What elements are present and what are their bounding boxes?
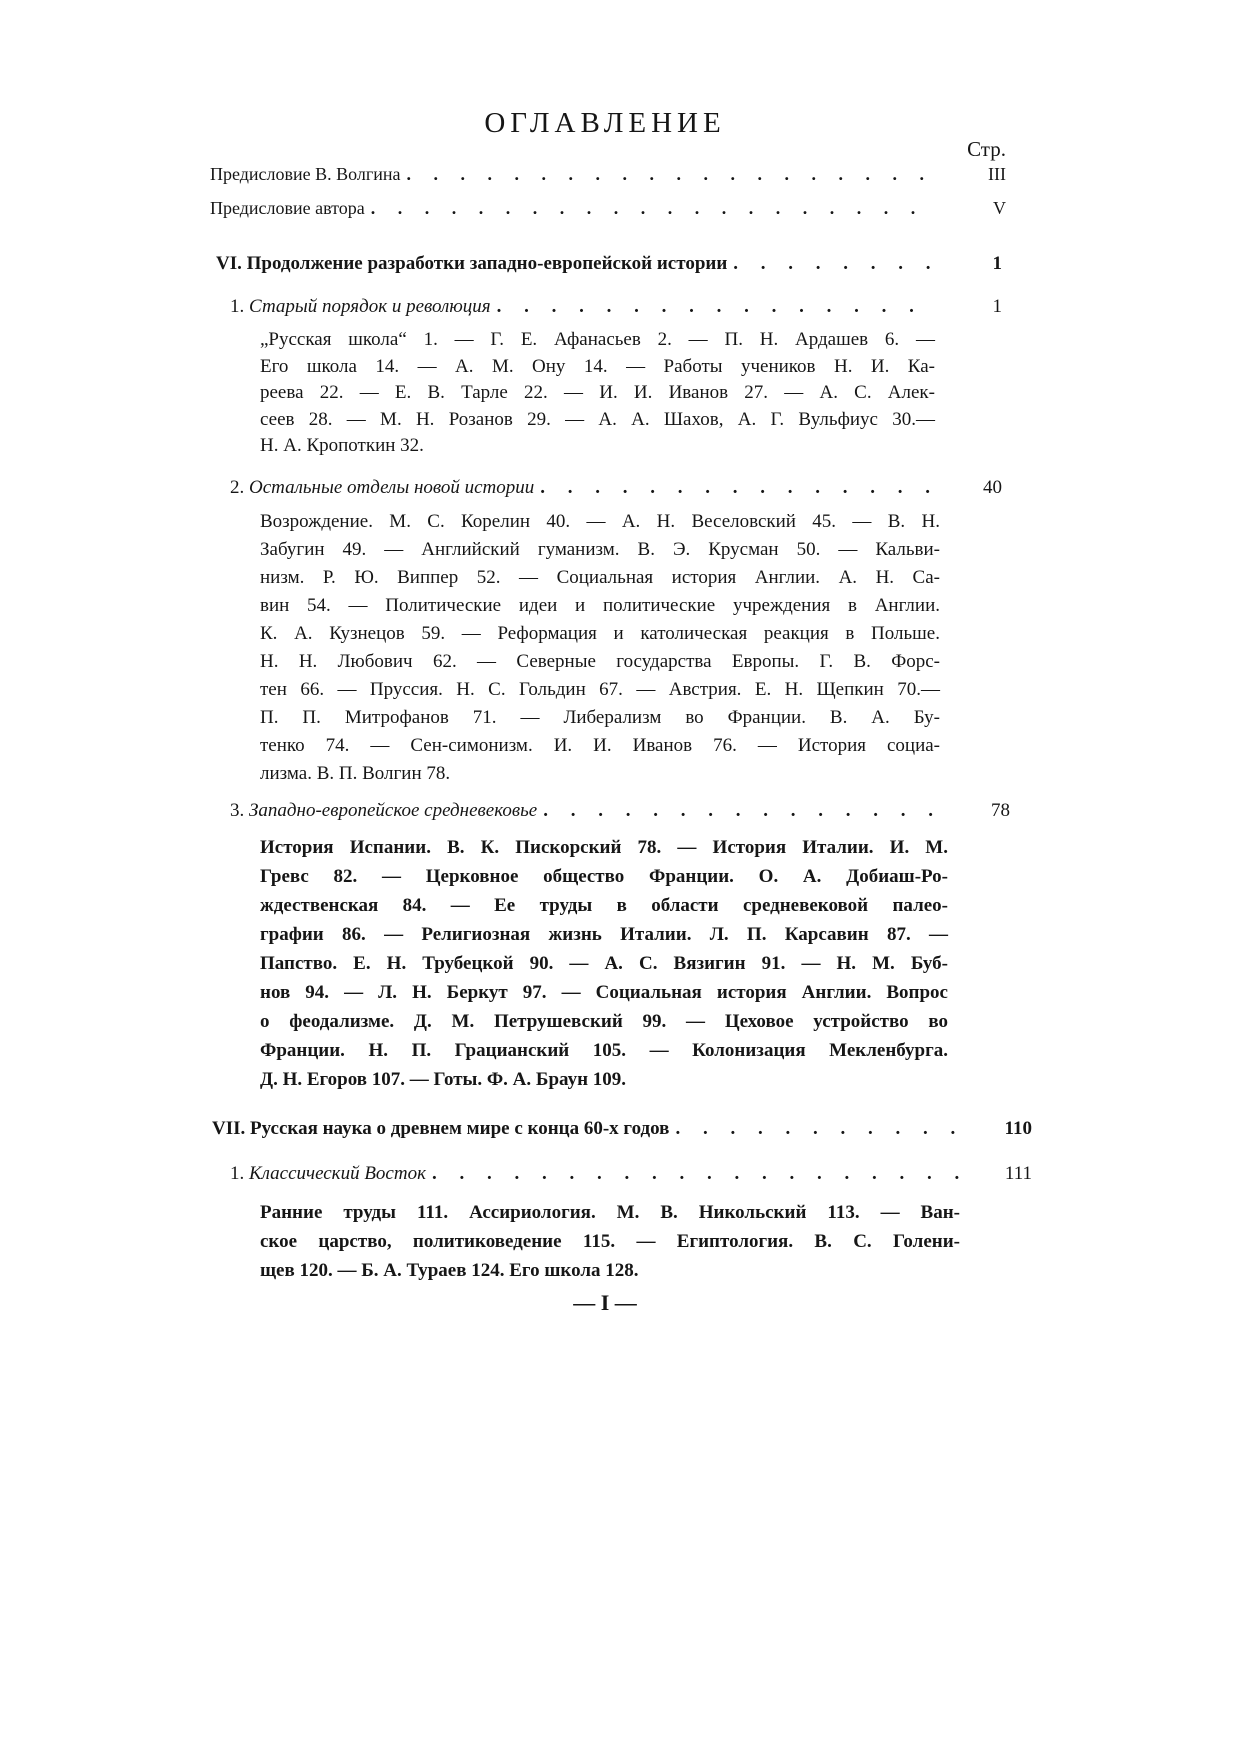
dot-leader <box>371 198 934 219</box>
toc-section-vi-2[interactable] <box>230 477 1002 499</box>
dot-leader <box>543 800 938 822</box>
dot-leader <box>675 1118 960 1140</box>
entry-page: 1 <box>992 296 1002 317</box>
entry-page: 1 <box>992 253 1002 274</box>
dot-leader <box>497 296 930 318</box>
toc-entry-preface-volgin[interactable] <box>210 164 1006 185</box>
toc-section-vi-1[interactable] <box>230 296 1002 318</box>
entry-page: 110 <box>1004 1118 1032 1139</box>
section-label: 1. Классический Восток <box>230 1163 426 1184</box>
section-contents: Ранние труды 111. Ассириология. М. В. Никольский 113. — Ван- ское царство, политиковедение 115. — Египтология. В. С. Голени- щев 120. — Б. А. Тураев 124. Его школа 128. <box>260 1202 960 1281</box>
toc-section-vi-3[interactable] <box>230 800 1010 822</box>
toc-section-vii-1[interactable] <box>230 1163 1032 1185</box>
entry-page: V <box>993 198 1006 218</box>
section-label: 3. Западно-европейское средневековье <box>230 800 538 821</box>
dot-leader <box>407 164 934 185</box>
toc-entry-preface-author[interactable] <box>210 198 1006 219</box>
section-label: 1. Старый порядок и революция <box>230 296 491 317</box>
dot-leader <box>540 477 930 499</box>
entry-page: 78 <box>991 800 1010 821</box>
section-contents: „Русская школа“ 1. — Г. Е. Афанасьев 2. — П. Н. Ардашев 6. — Его школа 14. — А. М. Ону 14. — Работы учеников Н. И. Ка- реева 22. — Е. В. Тарле 22. — И. И. Иванов 27. — А. С. Алек- сеев 28. — М. Н. Розанов 29. — А. А. Шахов, А. Г. Вульфиус 30.— Н. А. Кропоткин 32. <box>260 329 935 456</box>
section-contents: История Испании. В. К. Пискорский 78. — История Италии. И. М. Гревс 82. — Церковное общество Франции. О. А. Добиаш-Ро- ждественская 84. — Ее труды в области средневековой палео- графии 86. — Религиозная жизнь Италии. Л. П. Карсавин 87. — Папство. Е. Н. Трубецкой 90. — А. С. Вязигин 91. — Н. М. Буб- нов 94. — Л. Н. Беркут 97. — Социальная история Англии. Вопрос о феодализме. Д. М. Петрушевский 99. — Цеховое устройство во Франции. Н. П. Грацианский 105. — Колонизация Мекленбурга. Д. Н. Егоров 107. — Готы. Ф. А. Браун 109. <box>260 837 948 1090</box>
entry-page: III <box>988 164 1006 184</box>
entry-label: Предисловие В. Волгина <box>210 164 401 184</box>
chapter-label: VII. Русская наука о древнем мире с конца 60-х годов <box>212 1118 670 1139</box>
toc-chapter-vi[interactable] <box>216 253 1002 275</box>
dot-leader <box>432 1163 960 1185</box>
page-title: ОГЛАВЛЕНИЕ <box>484 107 726 140</box>
chapter-label: VI. Продолжение разработки западно-европейской истории <box>216 253 728 274</box>
toc-chapter-vii[interactable] <box>212 1118 1032 1140</box>
section-contents: Возрождение. М. С. Корелин 40. — А. Н. Веселовский 45. — В. Н. Забугин 49. — Английский гуманизм. В. Э. Крусман 50. — Кальви- низм. Р. Ю. Виппер 52. — Социальная история Англии. А. Н. Са- вин 54. — Политические идеи и политические учреждения в Англии. К. А. Кузнецов 59. — Реформация и католическая реакция в Польше. Н. Н. Любович 62. — Северные государства Европы. Г. В. Форс- тен 66. — Пруссия. Н. С. Гольдин 67. — Австрия. Е. Н. Щепкин 70.— П. П. Митрофанов 71. — Либерализм во Франции. В. А. Бу- тенко 74. — Сен-симонизм. И. И. Иванов 76. — История социа- лизма. В. П. Волгин 78. <box>260 511 940 784</box>
page-column-header: Стр. <box>967 137 1006 161</box>
entry-label: Предисловие автора <box>210 198 365 218</box>
entry-page: 40 <box>983 477 1002 498</box>
section-label: 2. Остальные отделы новой истории <box>230 477 535 498</box>
page-number: — I — <box>573 1290 637 1315</box>
entry-page: 111 <box>1004 1163 1032 1184</box>
dot-leader <box>733 253 930 275</box>
